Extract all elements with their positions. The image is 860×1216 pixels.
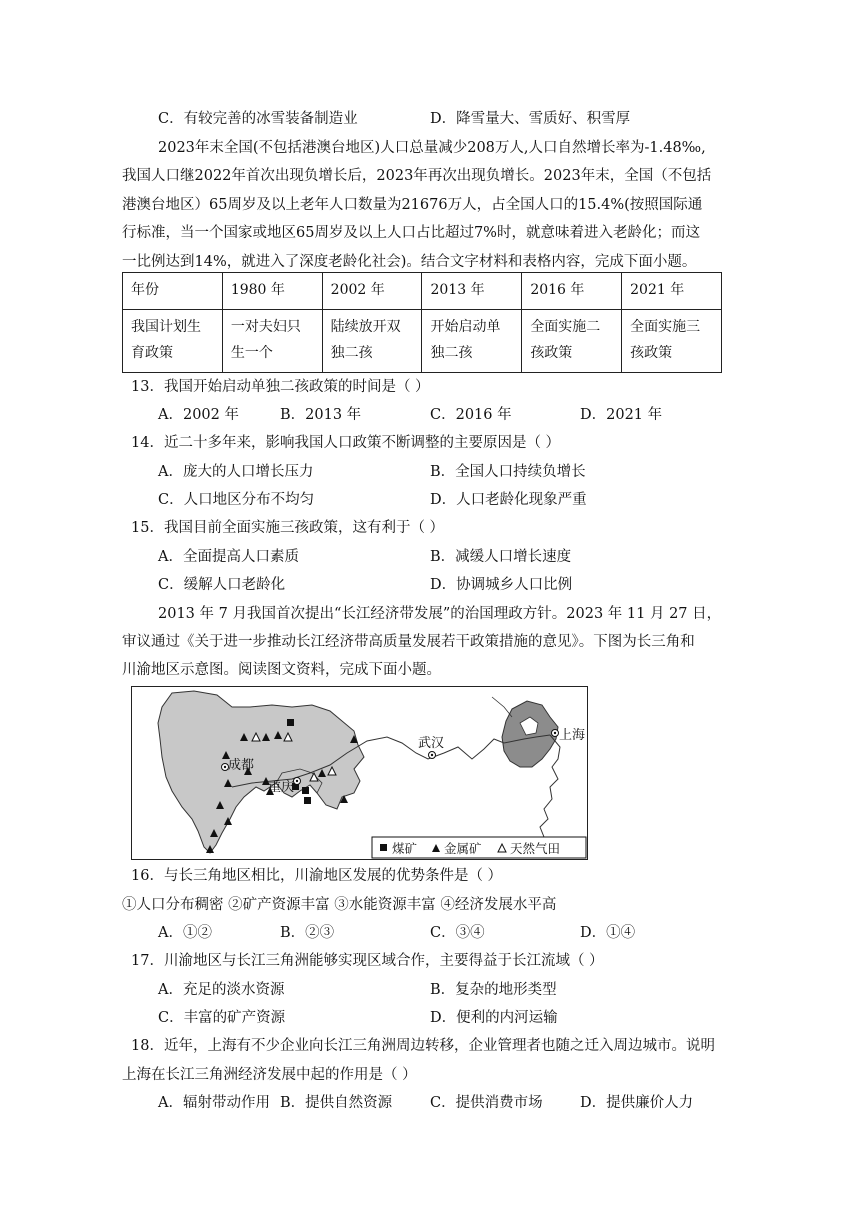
- table-header-cell: 2013 年: [422, 273, 522, 310]
- q18-option-d: D．提供廉价人力: [580, 1095, 694, 1111]
- q15-stem: 15．我国目前全面实施三孩政策，这有利于（ ）: [131, 520, 445, 536]
- q14-option-c: C．人口地区分布不均匀: [158, 492, 315, 508]
- passage1-line1: 2023年末全国(不包括港澳台地区)人口总量减少208万人,人口自然增长率为-1.48‰,: [158, 140, 706, 156]
- q14-stem: 14．近二十多年来，影响我国人口政策不断调整的主要原因是（ ）: [131, 435, 561, 451]
- q18-stem-line1: 18．近年，上海有不少企业向长江三角洲周边转移，企业管理者也随之迁入周边城市。说明: [131, 1038, 715, 1054]
- cell-line: 孩政策: [530, 345, 573, 361]
- table-cell: [522, 310, 622, 373]
- policy-table: [122, 272, 722, 373]
- q13-option-a: A．2002 年: [158, 407, 239, 423]
- q16-stem: 16．与长三角地区相比，川渝地区发展的优势条件是（ ）: [131, 868, 503, 884]
- q13-option-d: D．2021 年: [580, 407, 663, 423]
- table-header-cell: 2021 年: [622, 273, 722, 310]
- table-header-cell: 年份: [123, 273, 223, 310]
- q18-stem-line2: 上海在长江三角洲经济发展中起的作用是（ ）: [122, 1067, 417, 1083]
- table-cell: [322, 310, 422, 373]
- q12-option-c: C．有较完善的冰雪装备制造业: [158, 111, 358, 127]
- table-header-cell: 2002 年: [322, 273, 422, 310]
- cell-line: 育政策: [131, 345, 173, 361]
- legend-gas-label: 天然气田: [510, 841, 561, 856]
- q17-option-c: C．丰富的矿产资源: [158, 1010, 286, 1026]
- q18-option-c: C．提供消费市场: [430, 1095, 543, 1111]
- chengdu-label: 成都: [228, 758, 255, 773]
- q16-option-d: D．①④: [580, 925, 636, 941]
- cell-line: 全面实施二: [530, 319, 601, 335]
- q18-option-b: B．提供自然资源: [280, 1095, 393, 1111]
- table-header-row: [123, 273, 722, 310]
- table-row: [123, 310, 722, 373]
- q17-option-b: B．复杂的地形类型: [430, 982, 557, 998]
- q14-option-d: D．人口老龄化现象严重: [430, 492, 587, 508]
- coal-mine-icon: [287, 719, 294, 726]
- cell-line: 陆续放开双: [330, 319, 401, 335]
- passage1-line5: 一比例达到14%，就进入了深度老龄化社会)。结合文字材料和表格内容，完成下面小题。: [122, 254, 697, 270]
- passage1-line2: 我国人口继2022年首次出现负增长后，2023年再次出现负增长。2023年末，全国（不包括: [122, 168, 712, 184]
- map-drawing: [132, 687, 587, 859]
- q15-option-b: B．减缓人口增长速度: [430, 549, 572, 565]
- q14-option-b: B．全国人口持续负增长: [430, 464, 586, 480]
- region-map: [131, 686, 588, 860]
- cell-line: 开始启动单: [430, 319, 501, 335]
- q18-option-a: A．辐射带动作用: [158, 1095, 270, 1111]
- shanghai-label: 上海: [559, 728, 586, 743]
- cell-line: 我国计划生: [131, 319, 201, 335]
- q16-choices: ①人口分布稠密 ②矿产资源丰富 ③水能资源丰富 ④经济发展水平高: [122, 897, 557, 913]
- wuhan-label: 武汉: [418, 736, 445, 751]
- passage2-line2: 审议通过《关于进一步推动长江经济带高质量发展若干政策措施的意见》。下图为长三角和: [122, 634, 695, 650]
- legend-coal-icon: [380, 844, 387, 851]
- cell-line: 全面实施三: [630, 319, 701, 335]
- passage2-line3: 川渝地区示意图。阅读图文资料，完成下面小题。: [122, 662, 441, 678]
- q13-stem: 13．我国开始启动单独二孩政策的时间是（ ）: [131, 379, 430, 395]
- table-cell: [422, 310, 522, 373]
- cell-line: 生一个: [230, 345, 273, 361]
- q15-option-d: D．协调城乡人口比例: [430, 577, 573, 593]
- table-header-cell: 1980 年: [222, 273, 322, 310]
- passage1-line3: 港澳台地区）65周岁及以上老年人口数量为21676万人，占全国人口的15.4%(按照国际通: [122, 197, 703, 213]
- cell-line: 孩政策: [630, 345, 673, 361]
- coal-mine-icon: [304, 797, 311, 804]
- q17-option-d: D．便利的内河运输: [430, 1010, 558, 1026]
- chongqing-label: 重庆: [268, 780, 295, 795]
- q13-option-b: B．2013 年: [280, 407, 362, 423]
- table-cell: [123, 310, 223, 373]
- cell-line: 一对夫妇只: [230, 319, 301, 335]
- q12-option-d: D．降雪量大、雪质好、积雪厚: [430, 111, 631, 127]
- q16-option-c: C．③④: [430, 925, 485, 941]
- cell-line: 独二孩: [330, 345, 373, 361]
- q15-option-c: C．缓解人口老龄化: [158, 577, 286, 593]
- q16-option-b: B．②③: [280, 925, 335, 941]
- q17-stem: 17．川渝地区与长江三角洲能够实现区域合作，主要得益于长江流域（ ）: [131, 953, 604, 969]
- passage2-line1: 2013 年 7 月我国首次提出“长江经济带发展”的治国理政方针。2023 年 11 月 27 日，: [158, 606, 722, 622]
- legend-metal-label: 金属矿: [444, 841, 482, 856]
- cell-line: 独二孩: [430, 345, 473, 361]
- table-cell: [222, 310, 322, 373]
- q16-option-a: A．①②: [158, 925, 212, 941]
- q13-option-c: C．2016 年: [430, 407, 512, 423]
- passage1-line4: 行标准，当一个国家或地区65周岁及以上人口占比超过7%时，就意味着进入老龄化；而这: [122, 225, 700, 241]
- table-header-cell: 2016 年: [522, 273, 622, 310]
- q15-option-a: A．全面提高人口素质: [158, 549, 299, 565]
- q14-option-a: A．庞大的人口增长压力: [158, 464, 314, 480]
- q17-option-a: A．充足的淡水资源: [158, 982, 285, 998]
- legend-coal-label: 煤矿: [392, 841, 418, 856]
- coal-mine-icon: [302, 787, 309, 794]
- table-cell: [622, 310, 722, 373]
